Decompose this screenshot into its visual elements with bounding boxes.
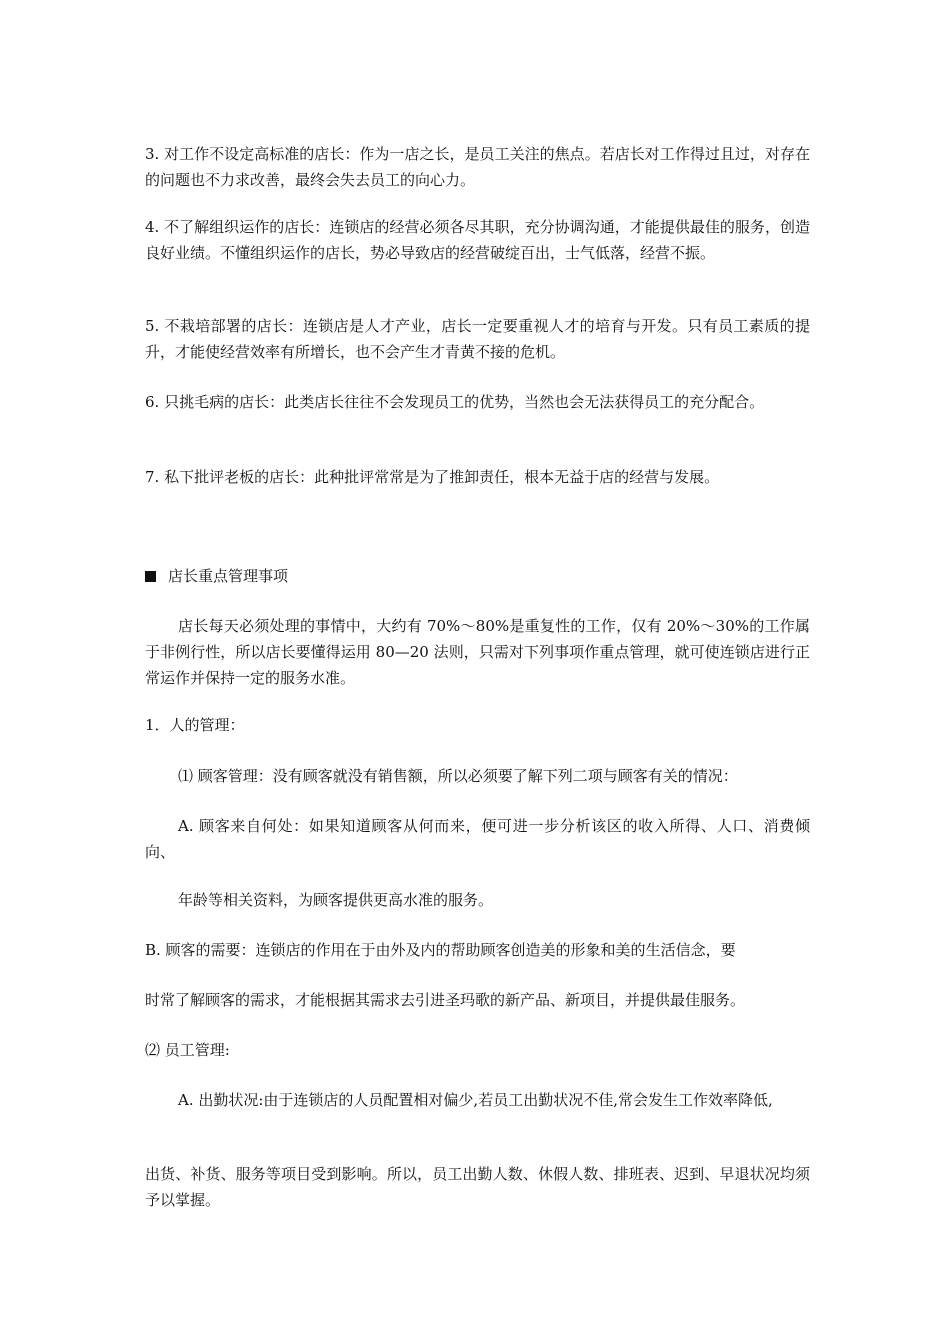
point-6: 6. 只挑毛病的店长：此类店长往往不会发现员工的优势，当然也会无法获得员工的充分配合。 [145, 393, 765, 411]
customer-management: ⑴ 顾客管理：没有顾客就没有销售额，所以必须要了解下列二项与顾客有关的情况： [178, 767, 738, 785]
section-heading [145, 563, 288, 589]
item-1-title: 1．人的管理： [145, 716, 245, 734]
staff-management: ⑵ 员工管理: [145, 1041, 230, 1059]
section-heading-text: 店长重点管理事项 [168, 567, 289, 585]
customer-origin-continued: 年龄等相关资料，为顾客提供更高水准的服务。 [178, 891, 494, 909]
staff-attendance-continued: 出货、补货、服务等项目受到影响。所以，员工出勤人数、休假人数、排班表、迟到、早退状况均须予以掌握。 [145, 1165, 810, 1209]
point-4: 4. 不了解组织运作的店长：连锁店的经营必须各尽其职，充分协调沟通，才能提供最佳的服务，创造良好业绩。不懂组织运作的店长，势必导致店的经营破绽百出，士气低落，经营不振。 [145, 218, 810, 262]
point-5: 5. 不栽培部署的店长：连锁店是人才产业，店长一定要重视人才的培育与开发。只有员工素质的提升，才能使经营效率有所增长，也不会产生才青黄不接的危机。 [145, 317, 810, 361]
point-7: 7. 私下批评老板的店长：此种批评常常是为了推卸责任，根本无益于店的经营与发展。 [145, 468, 720, 486]
black-square-icon [145, 571, 156, 582]
staff-attendance: A. 出勤状况:由于连锁店的人员配置相对偏少,若员工出勤状况不佳,常会发生工作效率降低, [178, 1091, 773, 1109]
customer-origin: A. 顾客来自何处：如果知道顾客从何而来，便可进一步分析该区的收入所得、人口、消费倾向、 [145, 817, 810, 861]
point-3: 3. 对工作不设定高标准的店长：作为一店之长，是员工关注的焦点。若店长对工作得过且过，对存在的问题也不力求改善，最终会失去员工的向心力。 [145, 145, 810, 189]
customer-needs: B. 顾客的需要：连锁店的作用在于由外及内的帮助顾客创造美的形象和美的生活信念，要 [145, 941, 736, 959]
customer-needs-continued: 时常了解顾客的需求，才能根据其需求去引进圣玛歌的新产品、新项目，并提供最佳服务。 [145, 991, 746, 1009]
intro-paragraph: 店长每天必须处理的事情中，大约有 70%～80%是重复性的工作，仅有 20%～30%的工作属于非例行性，所以店长要懂得运用 80—20 法则，只需对下列事项作重点管理，就可使连锁店进行正常运作并保持一定的服务水准。 [145, 617, 810, 687]
